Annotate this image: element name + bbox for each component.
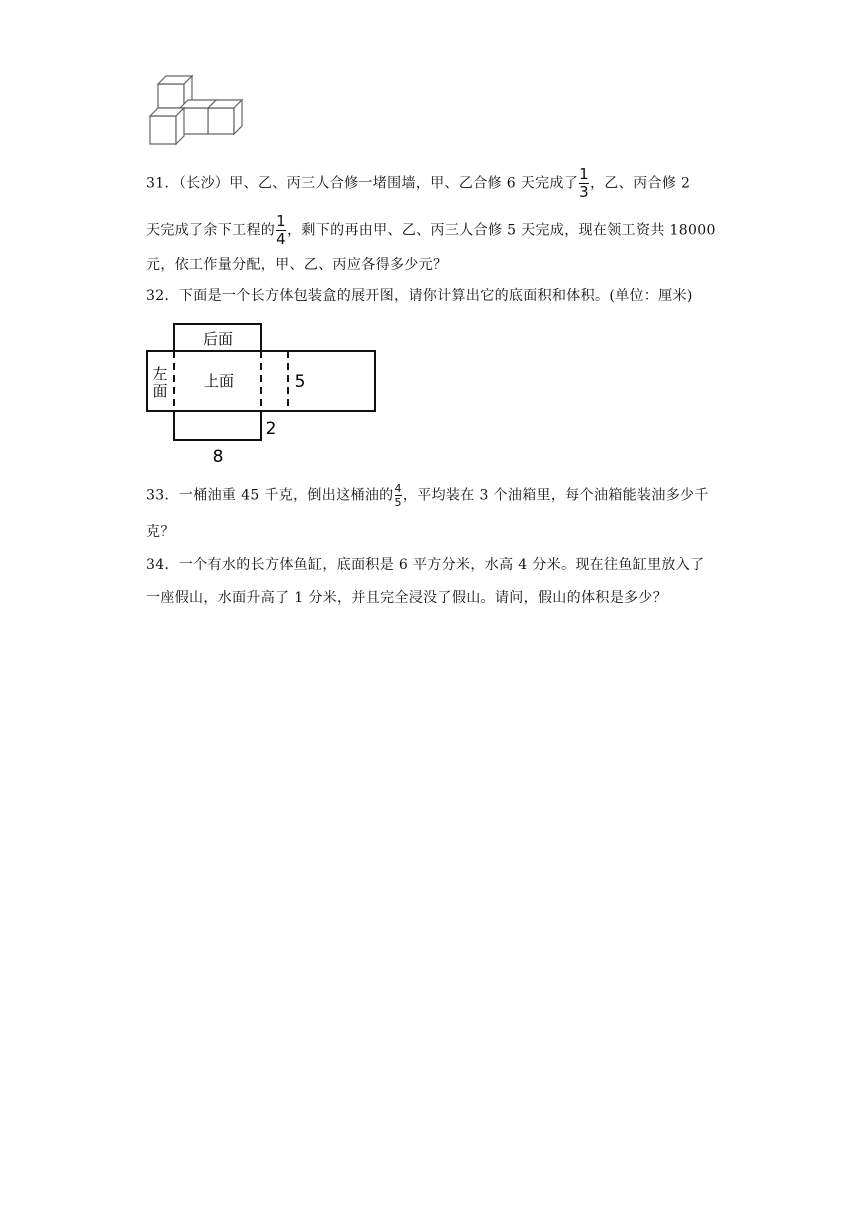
left-face-label-1: 左 [152,365,168,383]
q34-line-2: 一座假山，水面升高了 1 分米，并且完全浸没了假山。请问，假山的体积是多少？ [146,590,668,606]
left-face-label-2: 面 [152,382,168,400]
q31-line-1: 31．（长沙）甲、乙、丙三人合修一堵围墙，甲、乙合修 6 天完成了 $\frac{1}{3}$ ，乙、丙合修 2 [146,165,691,201]
q33-line-2: 克？ [146,524,175,540]
stacked-cubes-figure [146,72,246,148]
fraction: $\frac{1}{3}$ [579,165,590,201]
q34-line-1: 34．一个有水的长方体鱼缸，底面积是 6 平方分米，水高 4 分米。现在往鱼缸里放入了 [146,557,705,573]
dimension-5-label: 5 [294,372,306,392]
fraction: $\frac{4}{5}$ [394,482,402,509]
top-face-label: 上面 [203,372,235,390]
dimension-2-label: 2 [265,419,277,439]
q31-line-2: 天完成了余下工程的 $\frac{1}{4}$ ，剩下的再由甲、乙、丙三人合修 5 天完成，现在领工资共 18000 [146,212,716,248]
q31-line-3: 元，依工作量分配，甲、乙、丙应各得多少元？ [146,257,448,273]
back-face-label: 后面 [202,330,234,348]
fraction: $\frac{1}{4}$ [276,212,287,248]
q32-text: 32．下面是一个长方体包装盒的展开图，请你计算出它的底面积和体积。(单位：厘米) [146,288,693,304]
q33-line-1: 33．一桶油重 45 千克，倒出这桶油的 $\frac{4}{5}$ ，平均装在 3 个油箱里，每个油箱能装油多少千 [146,482,709,509]
box-net-diagram [140,318,390,468]
dimension-8-label: 8 [212,447,224,467]
